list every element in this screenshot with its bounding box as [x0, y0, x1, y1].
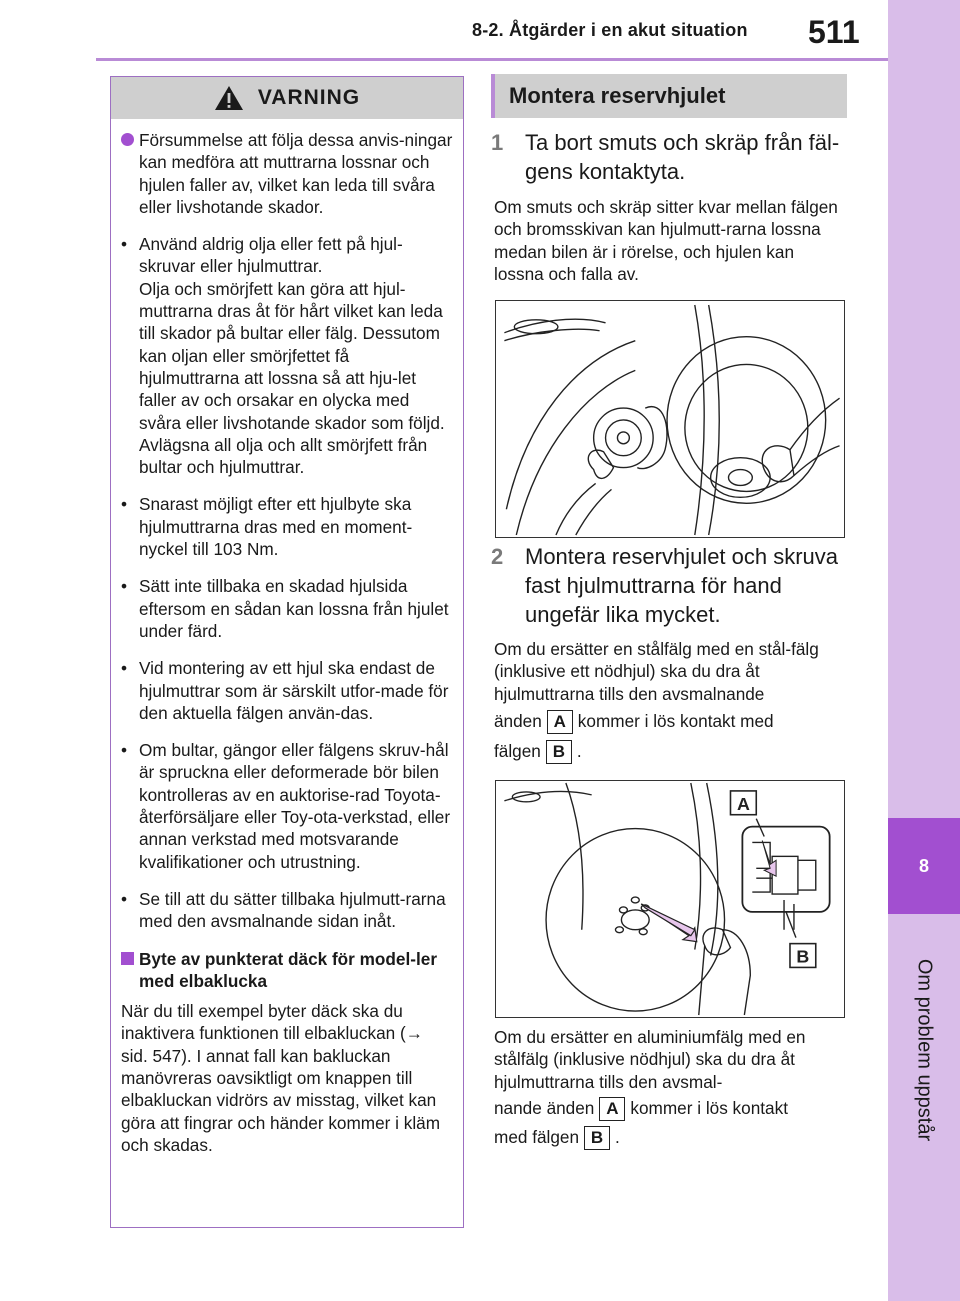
label-b-badge: B — [546, 740, 572, 764]
step-2 — [491, 542, 847, 629]
figure-mount-spare-wheel — [495, 780, 845, 1018]
warning-box — [110, 76, 464, 1228]
warning-item — [121, 657, 453, 724]
warning-item — [121, 233, 453, 478]
step-number: 2 — [491, 544, 504, 569]
page-number: 511 — [808, 14, 860, 50]
aluminium-line-b: med fälgen B . — [494, 1125, 620, 1150]
chapter-tab — [888, 818, 960, 914]
bullet-marker: • — [121, 888, 128, 909]
aluminium-description: Om du ersätter en aluminiumfälg med en stålfälg (inklusive nödhjul) ska du dra åt hjulmuttrarna tills den avsmal- — [494, 1027, 806, 1092]
warning-item — [121, 493, 453, 560]
step-2-line-b: fälgen B . — [494, 739, 582, 764]
figure-label-a: A — [736, 793, 750, 814]
warning-item-text: Se till att du sätter tillbaka hjulmutt-rarna med den avsmalnande sidan inåt. — [139, 888, 446, 932]
step-1-description: Om smuts och skräp sitter kvar mellan fälgen och bromsskivan kan hjulmutt-rarna lossna medan bilen är i rörelse, och hjulen kan lossna och falla av. — [494, 197, 838, 284]
warning-item — [121, 129, 453, 218]
bullet-marker: • — [121, 494, 128, 515]
bullet-marker: • — [121, 740, 128, 761]
aluminium-line-a: nande änden A kommer i lös kontakt — [494, 1096, 788, 1121]
warning-triangle-icon — [214, 85, 244, 111]
warning-item — [121, 888, 453, 933]
step-2-line-a: änden A kommer i lös kontakt med — [494, 709, 774, 734]
bullet-marker: • — [121, 234, 128, 255]
warning-item-text: Använd aldrig olja eller fett på hjul-skruvar eller hjulmuttrar. — [139, 234, 403, 277]
step-text: Ta bort smuts och skräp från fäl-gens kontaktyta. — [525, 130, 840, 184]
label-b-badge: B — [584, 1126, 610, 1150]
square-bullet-icon — [121, 952, 134, 965]
step-text: Montera reservhjulet och skruva fast hjulmuttrarna för hand ungefär lika mycket. — [525, 544, 839, 627]
warning-item-text: Försummelse att följa dessa anvis-ningar kan medföra att muttrarna lossnar och hjulen faller av, vilket kan leda till svåra eller livshotande skador. — [139, 130, 453, 217]
step-2-description: Om du ersätter en stålfälg med en stål-fälg (inklusive ett nödhjul) ska du dra åt hjulmuttrarna tills den avsmalnande — [494, 639, 819, 704]
chapter-label: Om problem uppstår — [913, 958, 936, 1142]
chapter-number: 8 — [918, 855, 929, 876]
warning-item-text: Vid montering av ett hjul ska endast de hjulmuttrar som är särskilt utfor-made för den aktuella fälgen använ-das. — [139, 658, 449, 723]
warning-item-text: Sätt inte tillbaka en skadad hjulsida eftersom en sådan kan lossna från hjulet under färd. — [139, 576, 449, 641]
warning-item — [121, 575, 453, 642]
step-1 — [491, 128, 847, 186]
warning-item-text: Snarast möjligt efter ett hjulbyte ska hjulmuttrarna dras med en moment-nyckel till 103 Nm. — [139, 494, 413, 560]
warning-item-text: Olja och smörjfett kan göra att hjul-muttrarna dras åt för hårt vilket kan leda till skador på bultar eller fälg. Dessutom kan oljan eller smörjfettet få hjulmuttrarna att lossna så att hju-let faller av och orsakar en olycka med svåra eller livshotande skador som följd. Avlägsna all olja och allt smörjfett från bultar och hjulmuttrar. — [139, 278, 445, 478]
label-a-badge: A — [547, 710, 573, 734]
warning-item — [121, 739, 453, 873]
bullet-marker: • — [121, 658, 128, 679]
warning-subsection-title: Byte av punkterat däck för model-ler med elbaklucka — [121, 948, 453, 993]
step-number: 1 — [491, 130, 504, 155]
figure-label-b: B — [796, 946, 810, 967]
figure-clean-wheel-hub — [495, 300, 845, 538]
warning-title: VARNING — [257, 86, 361, 109]
warning-body — [111, 119, 463, 1156]
header-rule — [96, 58, 888, 61]
warning-header — [111, 77, 463, 119]
section-title: 8-2. Åtgärder i en akut situation — [472, 20, 748, 40]
bullet-dot-icon — [121, 133, 134, 146]
section-heading: Montera reservhjulet — [491, 74, 847, 118]
warning-subsection-text: När du till exempel byter däck ska du inaktivera funktionen till elbakluckan (→ sid. 547). I annat fall kan bakluckan manövreras oavsiktligt om knappen till elbakluckan vidrörs av misstag, vilket kan göra att fingrar och händer kommer i kläm och skadas. — [121, 1001, 441, 1155]
warning-item-text: Om bultar, gängor eller fälgens skruv-hål är spruckna eller deformerade bör bilen kontrolleras av en auktorise-rad Toyota-återförsäljare eller Toy-ota-verkstad, eller annan verkstad med motsvarande kvalifikationer och utrustning. — [139, 740, 451, 872]
label-a-badge: A — [599, 1097, 625, 1121]
bullet-marker: • — [121, 576, 128, 597]
